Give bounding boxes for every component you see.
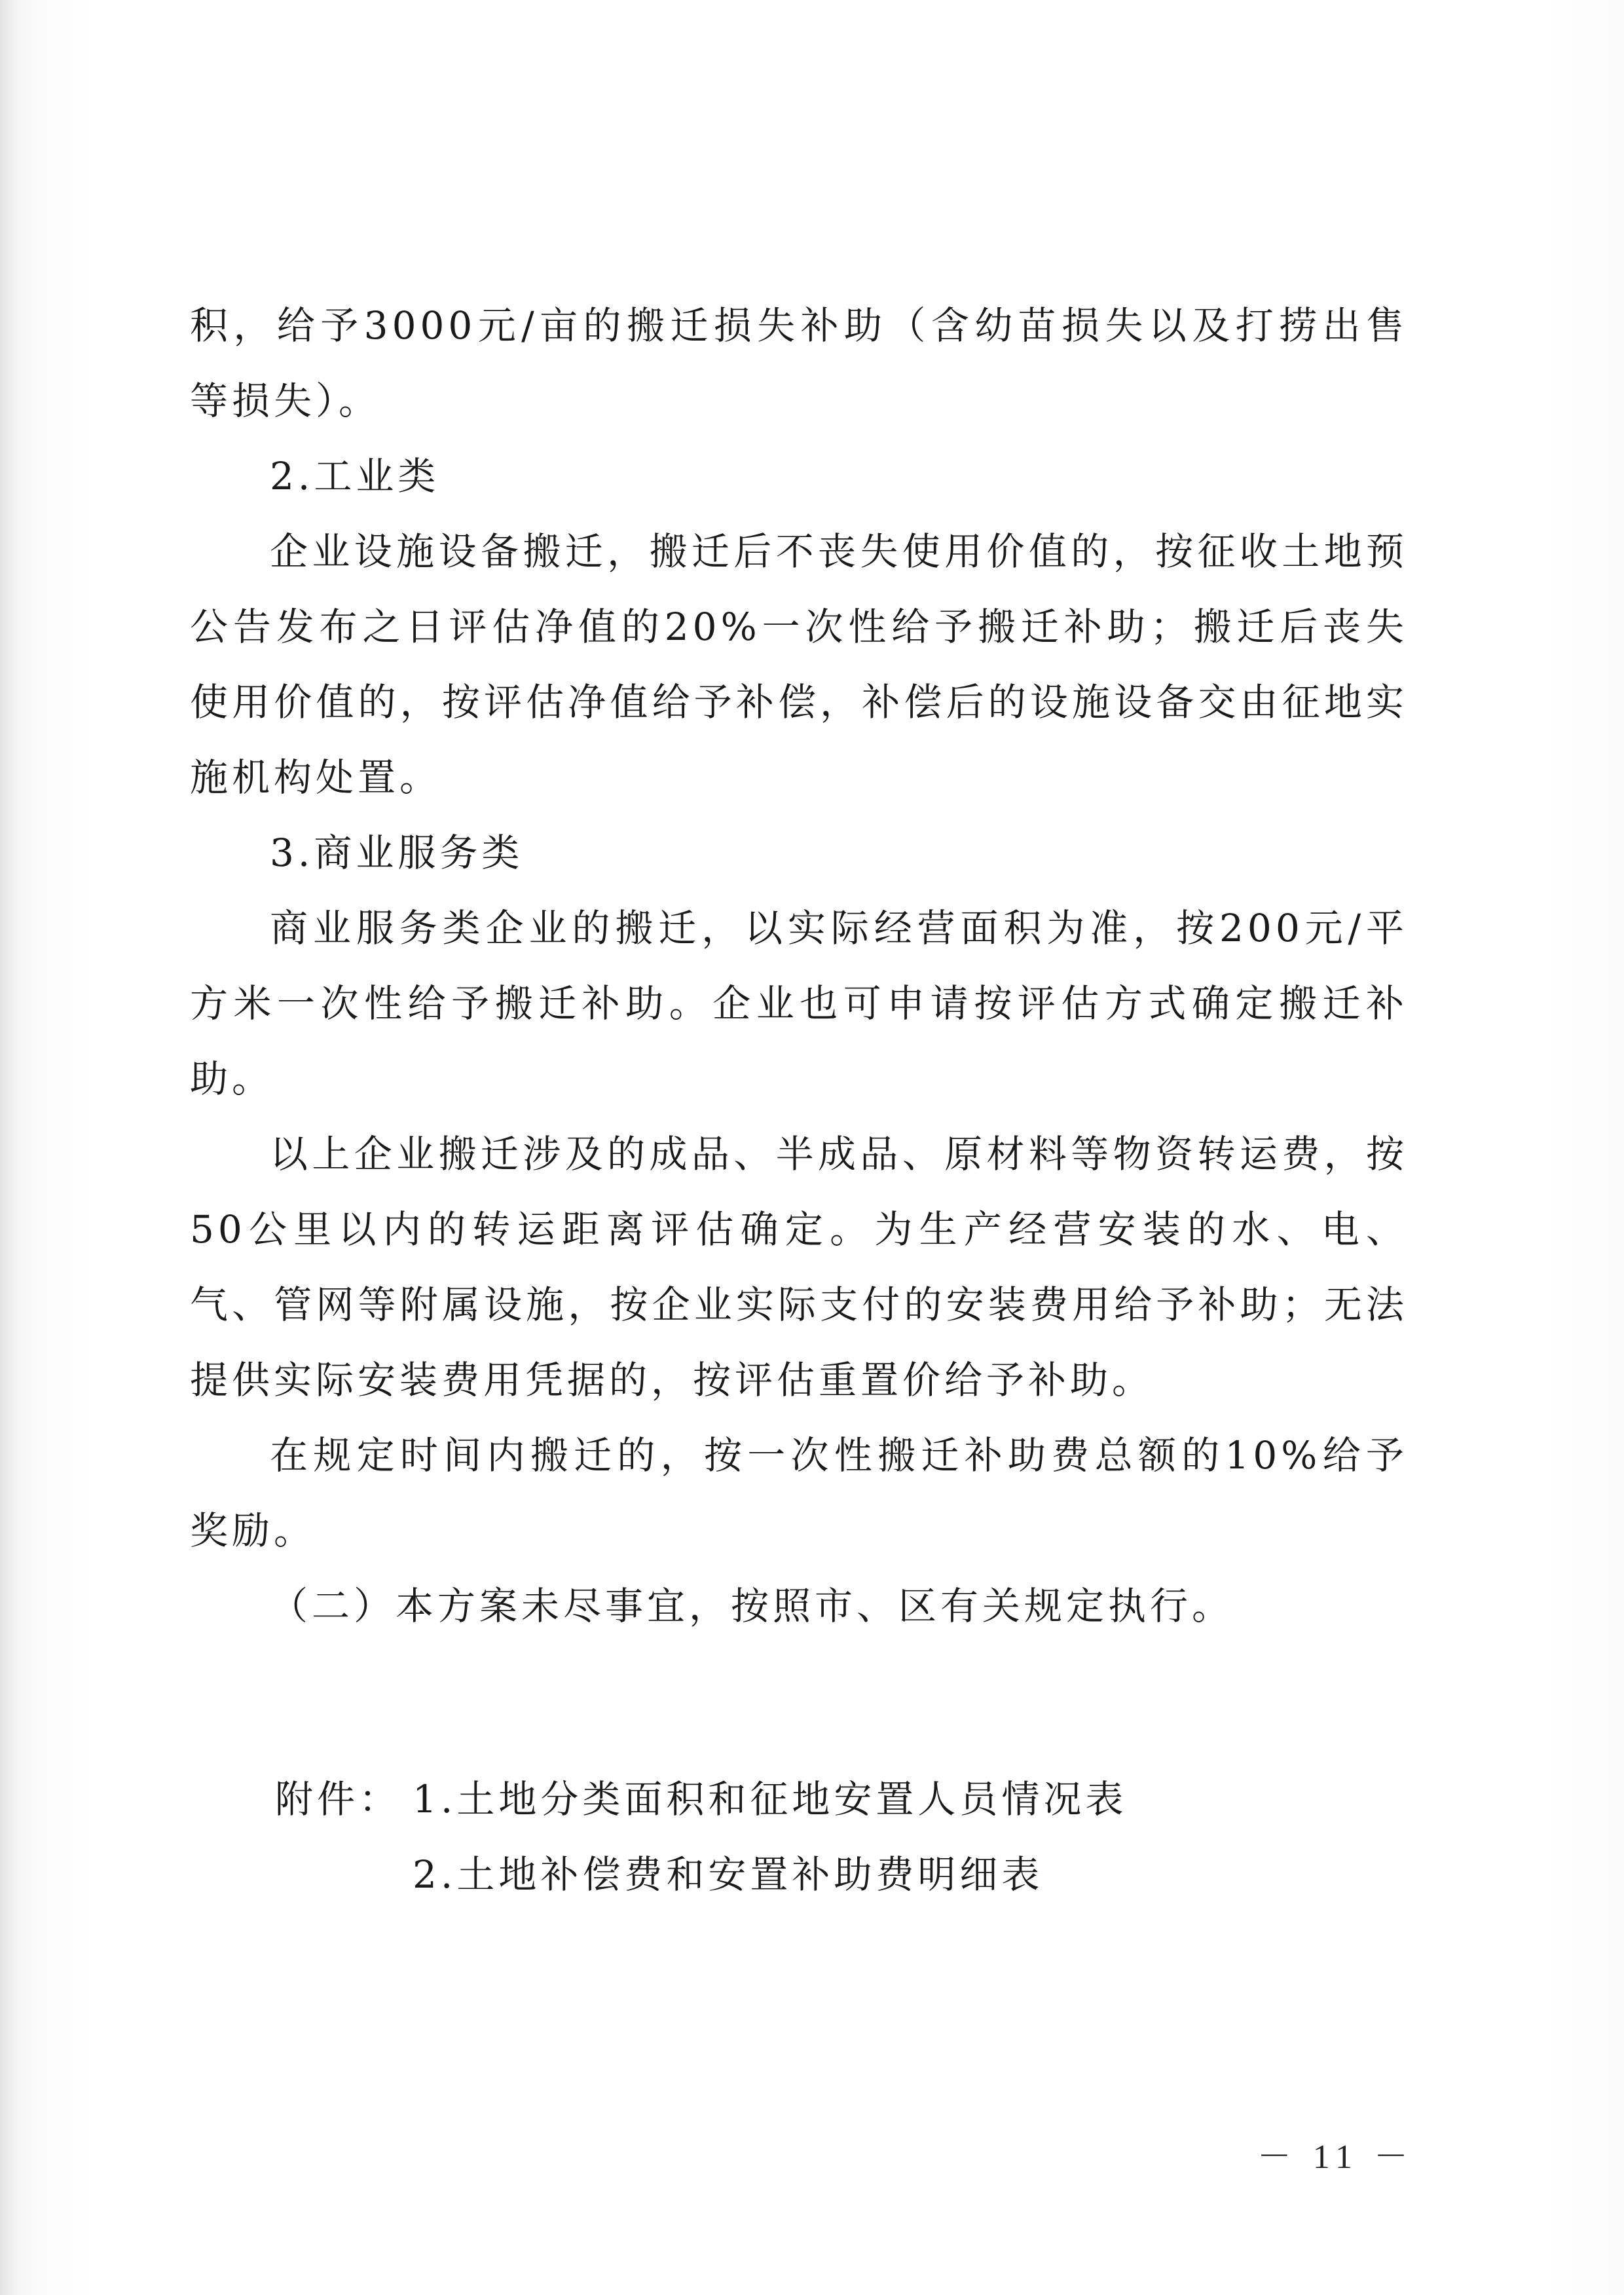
document-body (190, 288, 1408, 1644)
paragraph-other-matters: （二）本方案未尽事宜，按照市、区有关规定执行。 (270, 1584, 1234, 1628)
attachment-item-2: 2.土地补偿费和安置补助费明细表 (413, 1852, 1044, 1897)
attachments-list (275, 1762, 1388, 1912)
paragraph-commercial: 商业服务类企业的搬迁，以实际经营面积为准，按200元/平方米一次性给予搬迁补助。企业也可申请按评估方式确定搬迁补助。 (190, 906, 1408, 1101)
attachment-row (275, 1762, 1388, 1837)
scan-edge-shadow (0, 0, 18, 2295)
page-number: － 11 － (1257, 2138, 1414, 2176)
section-heading-commercial: 3.商业服务类 (270, 830, 524, 875)
section-heading-industrial: 2.工业类 (270, 454, 440, 498)
attachment-item-1: 1.土地分类面积和征地安置人员情况表 (413, 1777, 1128, 1821)
attachments-label: 附件： (275, 1777, 401, 1821)
paragraph-transfer-costs: 以上企业搬迁涉及的成品、半成品、原材料等物资转运费，按50公里以内的转运距离评估确定。为生产经营安装的水、电、气、管网等附属设施，按企业实际支付的安装费用给予补助；无法提供实际安装费用凭据的，按评估重置价给予补助。 (190, 1132, 1408, 1402)
paragraph-industrial: 企业设施设备搬迁，搬迁后不丧失使用价值的，按征收土地预公告发布之日评估净值的20%一次性给予搬迁补助；搬迁后丧失使用价值的，按评估净值给予补偿，补偿后的设施设备交由征地实施机构处置。 (190, 529, 1408, 800)
paragraph-reward: 在规定时间内搬迁的，按一次性搬迁补助费总额的10%给予奖励。 (190, 1433, 1408, 1553)
attachment-row (275, 1837, 1388, 1912)
paragraph-1: 积，给予3000元/亩的搬迁损失补助（含幼苗损失以及打捞出售等损失）。 (190, 303, 1408, 423)
